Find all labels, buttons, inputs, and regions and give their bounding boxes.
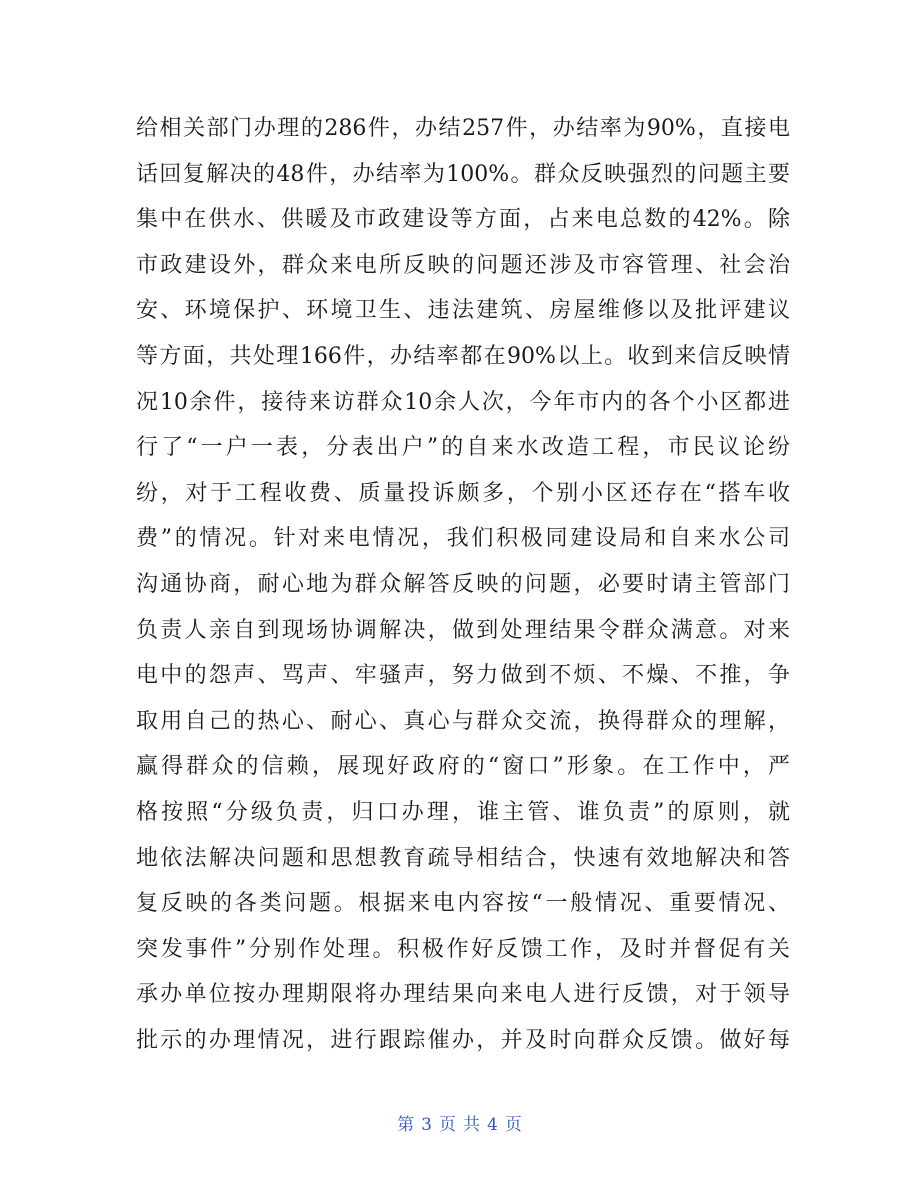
footer-page-word-end: 页 bbox=[504, 1115, 523, 1135]
text-line-7: 况10余件，接待来访群众10余人次，今年市内的各个小区都进 bbox=[136, 389, 790, 415]
text-line-13: 电中的怨声、骂声、牢骚声，努力做到不烦、不燥、不推，争 bbox=[136, 663, 790, 689]
current-page-number: 3 bbox=[421, 1115, 433, 1135]
text-line-17: 地依法解决问题和思想教育疏导相结合，快速有效地解决和答 bbox=[136, 845, 790, 871]
text-line-12: 负责人亲自到现场协调解决，做到处理结果令群众满意。对来 bbox=[136, 617, 790, 643]
text-line-8: 行了“一户一表，分表出户”的自来水改造工程，市民议论纷 bbox=[136, 435, 790, 461]
page-footer bbox=[0, 1110, 920, 1135]
text-line-19: 突发事件”分别作处理。积极作好反馈工作，及时并督促有关 bbox=[136, 936, 790, 962]
text-line-9: 纷，对于工程收费、质量投诉颇多，个别小区还存在“搭车收 bbox=[136, 480, 790, 506]
text-line-4: 市政建设外，群众来电所反映的问题还涉及市容管理、社会治 bbox=[136, 252, 790, 278]
footer-page-word: 页 bbox=[439, 1115, 457, 1135]
footer-prefix: 第 bbox=[397, 1115, 416, 1135]
body-paragraph bbox=[136, 106, 790, 1063]
text-line-20: 承办单位按办理期限将办理结果向来电人进行反馈，对于领导 bbox=[136, 982, 790, 1008]
text-line-1: 给相关部门办理的286件，办结257件，办结率为90%，直接电 bbox=[136, 116, 790, 141]
text-line-14: 取用自己的热心、耐心、真心与群众交流，换得群众的理解， bbox=[136, 708, 790, 734]
text-line-15: 赢得群众的信赖，展现好政府的“窗口”形象。在工作中，严 bbox=[136, 754, 790, 780]
text-line-16: 格按照“分级负责，归口办理，谁主管、谁负责”的原则，就 bbox=[136, 799, 790, 825]
text-line-3: 集中在供水、供暖及市政建设等方面，占来电总数的42%。除 bbox=[136, 207, 790, 233]
text-line-5: 安、环境保护、环境卫生、违法建筑、房屋维修以及批评建议 bbox=[136, 298, 790, 324]
total-pages-number: 4 bbox=[487, 1115, 499, 1135]
text-line-18: 复反映的各类问题。根据来电内容按“一般情况、重要情况、 bbox=[136, 891, 790, 917]
footer-total-prefix: 共 bbox=[463, 1115, 481, 1135]
text-line-10: 费”的情况。针对来电情况，我们积极同建设局和自来水公司 bbox=[136, 526, 790, 552]
text-line-21: 批示的办理情况，进行跟踪催办，并及时向群众反馈。做好每 bbox=[136, 1027, 790, 1053]
text-line-11: 沟通协商，耐心地为群众解答反映的问题，必要时请主管部门 bbox=[136, 571, 790, 597]
text-line-6: 等方面，共处理166件，办结率都在90%以上。收到来信反映情 bbox=[136, 343, 790, 369]
text-line-2: 话回复解决的48件，办结率为100%。群众反映强烈的问题主要 bbox=[136, 161, 790, 187]
